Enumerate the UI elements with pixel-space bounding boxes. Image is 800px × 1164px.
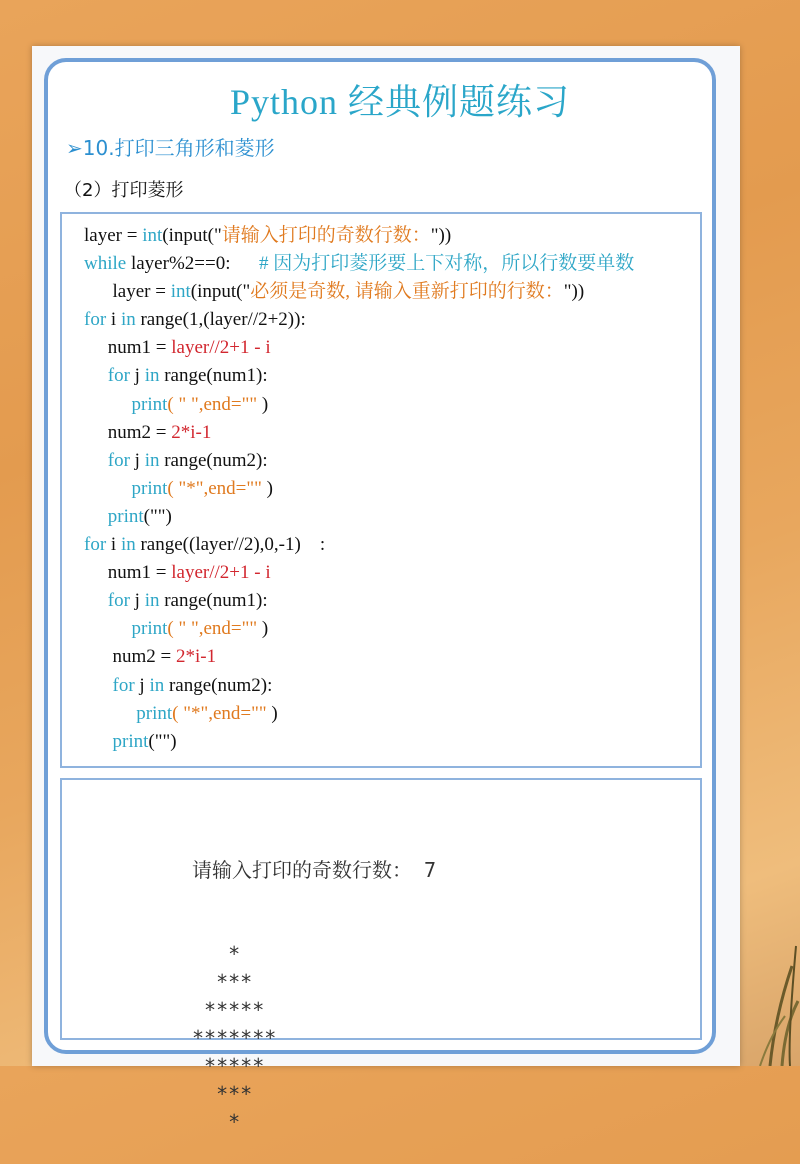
output-line: ***** [192,998,265,1022]
code-block [84,222,634,756]
program-output [192,800,436,1164]
section-heading [66,132,275,161]
code-token: ) [266,477,273,499]
code-token: 必须是奇数, 请输入重新打印的行数： [250,281,564,303]
code-line [84,559,634,587]
code-token: 请输入打印的奇数行数： [221,225,431,246]
code-token: 2*i-1 [176,646,217,668]
code-token: num1 = [84,562,172,584]
code-line [84,362,634,390]
output-line: *** [192,970,253,994]
code-token [84,731,113,752]
code-token: in [144,590,160,612]
code-token [84,590,108,611]
code-token: int [170,281,191,303]
code-token: print [131,477,168,499]
code-line [84,531,634,559]
code-token: in [144,449,160,471]
code-token: ( "*",end="" [172,702,272,724]
code-line [84,306,634,334]
code-token: print [107,505,144,527]
code-token: range(num2): [159,449,268,471]
code-token: print [136,702,173,724]
code-token [84,618,132,639]
code-line [84,475,634,503]
code-token: (input(" [162,225,222,246]
code-token: ) [261,618,269,640]
output-line: ***** [192,1054,265,1078]
code-token [84,394,132,415]
code-token: num1 = [84,337,172,359]
code-token: layer = [84,281,171,303]
code-line [84,728,634,756]
code-line [84,447,634,475]
code-line [84,391,634,419]
code-token: ")) [563,281,585,303]
page-title: Python 经典例题练习 [229,82,571,122]
code-token [84,675,113,696]
code-token: int [142,225,163,246]
code-line [84,587,634,615]
diamond-output [192,940,436,1136]
code-token: num2 = [84,646,176,668]
code-token: print [131,393,168,415]
code-token [84,365,108,386]
code-token: in [149,674,165,696]
code-token: j [129,365,145,387]
code-line [84,503,634,531]
code-token: ( " ",end="" [167,393,262,415]
code-token: ) [261,393,269,415]
code-line [84,222,634,250]
code-token: ("") [143,505,172,527]
code-token: for [107,590,130,612]
code-token: for [84,309,107,331]
code-token: ( "*",end="" [167,477,267,499]
code-token: for [84,534,107,556]
code-token: range(num2): [164,674,273,696]
code-token: range(1,(layer//2+2)): [135,309,306,331]
code-token: in [120,534,136,556]
code-token: i [106,534,121,556]
code-token: layer//2+1 - i [171,562,271,584]
code-token: (input(" [190,281,251,303]
code-token: 2*i-1 [171,421,212,443]
code-line [84,419,634,447]
code-token: ("") [148,730,177,752]
code-token: j [129,590,145,612]
code-line [84,278,634,306]
subsection-heading: （2）打印菱形 [64,180,184,201]
code-token: range(num1): [159,365,268,387]
code-line [84,615,634,643]
output-prompt: 请输入打印的奇数行数： 7 [192,858,437,882]
code-token [84,450,108,471]
code-token: ( " ",end="" [167,618,262,640]
code-token: ) [271,702,278,724]
output-line: ******* [192,1026,277,1050]
code-token: num2 = [84,421,172,443]
code-token: print [131,618,168,640]
code-token: in [120,309,136,331]
code-line [84,250,634,278]
code-token: while [84,253,127,275]
code-token: layer%2==0: [126,253,259,275]
code-token: range((layer//2),0,-1) : [135,534,326,556]
code-token: j [134,674,150,696]
output-line: * [192,1110,241,1134]
code-token: for [107,449,130,471]
code-line [84,334,634,362]
output-line: *** [192,1082,253,1106]
code-token [84,478,132,499]
code-token: j [129,449,145,471]
code-token [84,703,136,724]
code-token: in [144,365,160,387]
code-token: layer//2+1 - i [171,337,271,359]
arrow-icon: ➢ [66,136,83,160]
grass-decoration [730,906,800,1066]
code-token: for [107,365,130,387]
code-token: print [112,730,149,752]
code-token: i [106,309,121,331]
section-label: 10.打印三角形和菱形 [82,136,275,160]
code-token: layer = [84,225,143,246]
code-line [84,643,634,671]
code-token: # 因为打印菱形要上下对称，所以行数要单数 [258,253,635,275]
code-token [84,506,108,527]
code-token: ")) [430,225,452,246]
code-token: range(num1): [159,590,268,612]
code-token: for [112,674,135,696]
code-line [84,700,634,728]
output-line: * [192,942,241,966]
code-line [84,672,634,700]
